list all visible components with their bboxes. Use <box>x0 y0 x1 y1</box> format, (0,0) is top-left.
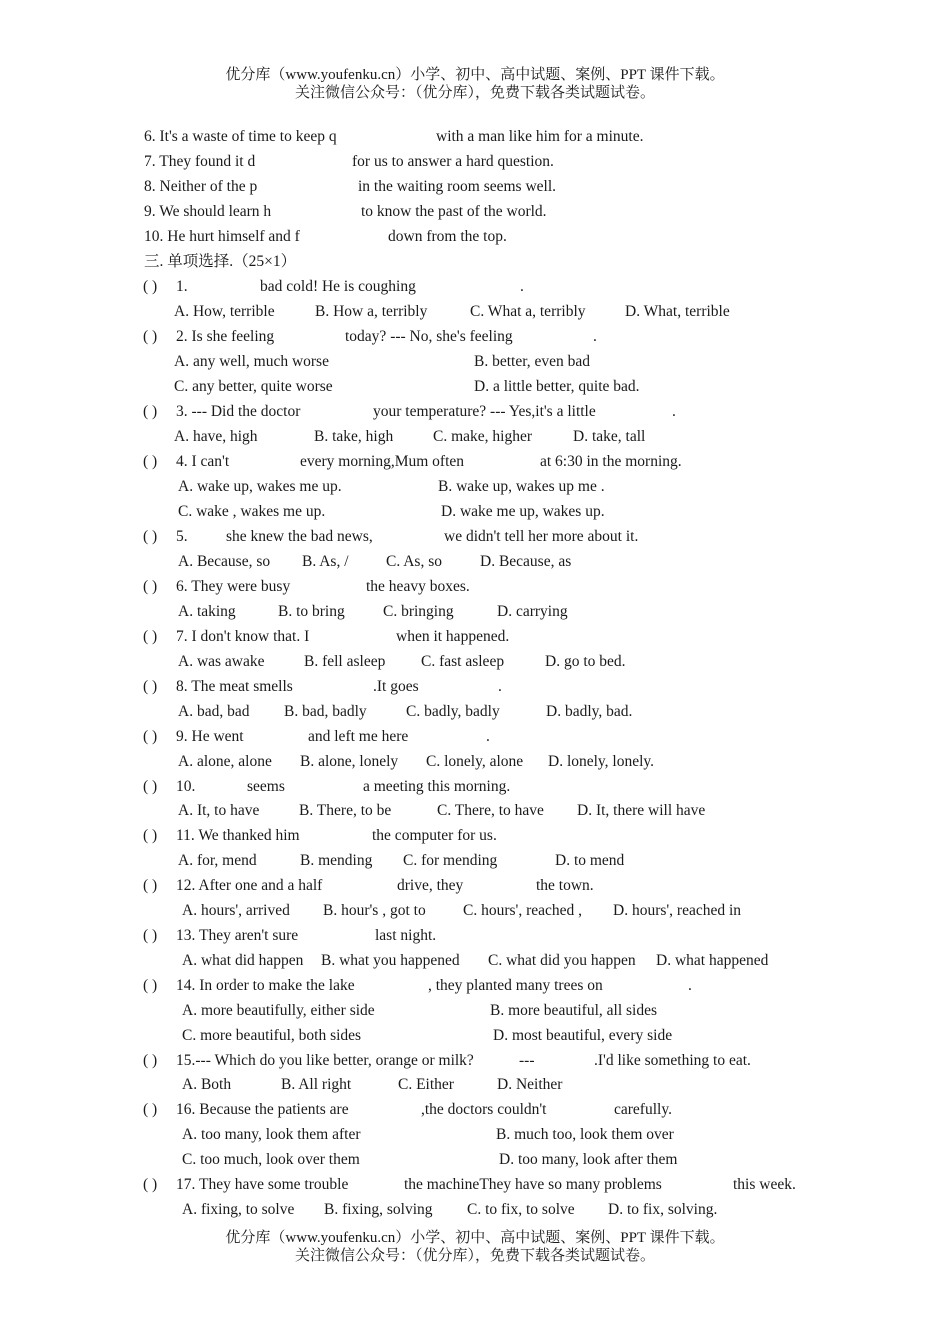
option-choice: D. what happened <box>656 952 769 969</box>
question-text: 4. I can't <box>176 453 230 470</box>
page-header <box>0 66 950 102</box>
option-choice: A. bad, bad <box>178 703 250 720</box>
option-choice: C. Either <box>398 1076 454 1093</box>
option-choice: A. hours', arrived <box>182 902 290 919</box>
answer-bracket: ( ) <box>143 678 158 695</box>
question-text: 2. Is she feeling <box>176 328 275 345</box>
answer-bracket: ( ) <box>143 328 158 345</box>
question-text: 11. We thanked him <box>176 827 300 844</box>
option-choice: A. alone, alone <box>178 753 272 770</box>
option-choice: B. All right <box>281 1076 352 1093</box>
option-choice: A. How, terrible <box>174 303 275 320</box>
option-choice: A. for, mend <box>178 852 257 869</box>
question-text: the heavy boxes. <box>366 578 470 595</box>
option-choice: B. hour's , got to <box>323 902 426 919</box>
option-choice: B. How a, terribly <box>315 303 428 320</box>
option-choice: A. more beautifully, either side <box>182 1002 375 1019</box>
option-choice: A. what did happen <box>182 952 304 969</box>
answer-bracket: ( ) <box>143 977 158 994</box>
option-choice: A. have, high <box>174 428 258 445</box>
question-text: she knew the bad news, <box>226 528 373 545</box>
question-text: 17. They have some trouble <box>176 1176 349 1193</box>
question-text: we didn't tell her more about it. <box>444 528 639 545</box>
fill-in-text: 8. Neither of the p <box>144 178 258 195</box>
fill-in-text: for us to answer a hard question. <box>352 153 554 170</box>
fill-in-text: 9. We should learn h <box>144 203 272 220</box>
question-text: last night. <box>375 927 437 944</box>
option-choice: D. too many, look after them <box>499 1151 678 1168</box>
option-choice: C. hours', reached , <box>463 902 583 919</box>
fill-in-text: to know the past of the world. <box>361 203 547 220</box>
answer-bracket: ( ) <box>143 528 158 545</box>
question-text: this week. <box>733 1176 796 1193</box>
question-text: 14. In order to make the lake <box>176 977 355 994</box>
option-choice: B. take, high <box>314 428 394 445</box>
option-choice: D. a little better, quite bad. <box>474 378 640 395</box>
option-choice: A. Because, so <box>178 553 271 570</box>
option-choice: D. most beautiful, every side <box>493 1027 673 1044</box>
option-choice: D. What, terrible <box>625 303 730 320</box>
option-choice: D. to mend <box>555 852 625 869</box>
fill-in-text: in the waiting room seems well. <box>358 178 557 195</box>
option-choice: D. hours', reached in <box>613 902 742 919</box>
section-title-text: 三. 单项选择.（25×1） <box>144 253 297 270</box>
question-text: .I'd like something to eat. <box>594 1052 751 1069</box>
option-choice: A. fixing, to solve <box>182 1201 295 1218</box>
option-choice: C. badly, badly <box>406 703 500 720</box>
question-text: .It goes <box>373 678 419 695</box>
fill-in-text: 10. He hurt himself and f <box>144 228 300 245</box>
option-choice: A. any well, much worse <box>174 353 329 370</box>
option-choice: C. There, to have <box>437 802 544 819</box>
option-choice: B. fixing, solving <box>324 1201 433 1218</box>
question-text: 7. I don't know that. I <box>176 628 310 645</box>
question-text: 1. <box>176 278 188 295</box>
question-text: ,the doctors couldn't <box>421 1101 547 1118</box>
fill-in-text: down from the top. <box>388 228 507 245</box>
question-text: the machineThey have so many problems <box>404 1176 662 1193</box>
option-choice: D. Because, as <box>480 553 572 570</box>
question-text: a meeting this morning. <box>363 778 511 795</box>
option-choice: A. It, to have <box>178 802 260 819</box>
question-text: . <box>520 278 524 295</box>
option-choice: D. to fix, solving. <box>608 1201 718 1218</box>
option-choice: C. wake , wakes me up. <box>178 503 326 520</box>
page-footer <box>0 1229 950 1265</box>
question-text: seems <box>247 778 285 795</box>
option-choice: B. There, to be <box>299 802 392 819</box>
question-text: bad cold! He is coughing <box>260 278 416 295</box>
answer-bracket: ( ) <box>143 453 158 470</box>
option-choice: A. Both <box>182 1076 232 1093</box>
question-text: . <box>593 328 597 345</box>
option-choice: B. to bring <box>278 603 345 620</box>
option-choice: B. fell asleep <box>304 653 386 670</box>
header-line-2: 关注微信公众号：（优分库），免费下载各类试题试卷。 <box>294 85 655 101</box>
option-choice: C. bringing <box>383 603 454 620</box>
answer-bracket: ( ) <box>143 1101 158 1118</box>
option-choice: C. fast asleep <box>421 653 505 670</box>
option-choice: B. wake up, wakes up me . <box>438 478 605 495</box>
option-choice: B. more beautiful, all sides <box>490 1002 658 1019</box>
fill-in-text: 6. It's a waste of time to keep q <box>144 128 337 145</box>
question-text: 12. After one and a half <box>176 877 323 894</box>
option-choice: B. As, / <box>302 553 349 570</box>
answer-bracket: ( ) <box>143 728 158 745</box>
question-text: 6. They were busy <box>176 578 291 595</box>
option-choice: C. What a, terribly <box>470 303 586 320</box>
option-choice: B. what you happened <box>321 952 460 969</box>
footer-line-1: 优分库（www.youfenku.cn）小学、初中、高中试题、案例、PPT 课件下载。 <box>225 1230 725 1246</box>
option-choice: B. better, even bad <box>474 353 591 370</box>
option-choice: D. lonely, lonely. <box>548 753 655 770</box>
answer-bracket: ( ) <box>143 1176 158 1193</box>
question-text: , they planted many trees on <box>428 977 603 994</box>
option-choice: D. take, tall <box>573 428 646 445</box>
option-choice: C. for mending <box>403 852 498 869</box>
answer-bracket: ( ) <box>143 927 158 944</box>
question-text: --- <box>519 1052 535 1069</box>
option-choice: C. lonely, alone <box>426 753 524 770</box>
option-choice: C. more beautiful, both sides <box>182 1027 362 1044</box>
question-text: 16. Because the patients are <box>176 1101 349 1118</box>
question-text: carefully. <box>614 1101 672 1118</box>
option-choice: B. much too, look them over <box>496 1126 674 1143</box>
option-choice: D. wake me up, wakes up. <box>441 503 605 520</box>
option-choice: C. any better, quite worse <box>174 378 333 395</box>
question-text: 9. He went <box>176 728 244 745</box>
question-text: 10. <box>176 778 196 795</box>
answer-bracket: ( ) <box>143 827 158 844</box>
option-choice: A. too many, look them after <box>182 1126 361 1143</box>
option-choice: B. mending <box>300 852 373 869</box>
question-text: drive, they <box>397 877 464 894</box>
question-text: 8. The meat smells <box>176 678 293 695</box>
question-text: today? --- No, she's feeling <box>345 328 513 345</box>
footer-line-2: 关注微信公众号：（优分库），免费下载各类试题试卷。 <box>294 1248 655 1264</box>
question-text: 13. They aren't sure <box>176 927 299 944</box>
option-choice: B. bad, badly <box>284 703 367 720</box>
question-text: at 6:30 in the morning. <box>540 453 682 470</box>
fill-in-text: 7. They found it d <box>144 153 256 170</box>
question-text: the computer for us. <box>372 827 497 844</box>
question-text: your temperature? --- Yes,it's a little <box>373 403 596 420</box>
option-choice: C. to fix, to solve <box>467 1201 575 1218</box>
answer-bracket: ( ) <box>143 628 158 645</box>
question-text: . <box>498 678 502 695</box>
question-text: when it happened. <box>396 628 510 645</box>
question-text: the town. <box>536 877 594 894</box>
option-choice: A. was awake <box>178 653 265 670</box>
question-text: 15.--- Which do you like better, orange or milk? <box>176 1052 474 1069</box>
question-text: 3. --- Did the doctor <box>176 403 301 420</box>
question-text: and left me here <box>308 728 409 745</box>
answer-bracket: ( ) <box>143 877 158 894</box>
option-choice: C. what did you happen <box>488 952 636 969</box>
option-choice: D. go to bed. <box>545 653 626 670</box>
answer-bracket: ( ) <box>143 1052 158 1069</box>
option-choice: C. make, higher <box>433 428 533 445</box>
question-text: 5. <box>176 528 188 545</box>
answer-bracket: ( ) <box>143 578 158 595</box>
option-choice: D. carrying <box>497 603 568 620</box>
option-choice: D. It, there will have <box>577 802 706 819</box>
fill-in-text: with a man like him for a minute. <box>436 128 644 145</box>
question-text: . <box>688 977 692 994</box>
option-choice: C. too much, look over them <box>182 1151 360 1168</box>
answer-bracket: ( ) <box>143 778 158 795</box>
option-choice: D. badly, bad. <box>546 703 633 720</box>
answer-bracket: ( ) <box>143 278 158 295</box>
question-text: every morning,Mum often <box>300 453 465 470</box>
question-text: . <box>486 728 490 745</box>
header-line-1: 优分库（www.youfenku.cn）小学、初中、高中试题、案例、PPT 课件下载。 <box>225 67 725 83</box>
answer-bracket: ( ) <box>143 403 158 420</box>
question-text: . <box>672 403 676 420</box>
option-choice: A. taking <box>178 603 236 620</box>
option-choice: D. Neither <box>497 1076 563 1093</box>
option-choice: C. As, so <box>386 553 442 570</box>
option-choice: A. wake up, wakes me up. <box>178 478 342 495</box>
option-choice: B. alone, lonely <box>300 753 399 770</box>
